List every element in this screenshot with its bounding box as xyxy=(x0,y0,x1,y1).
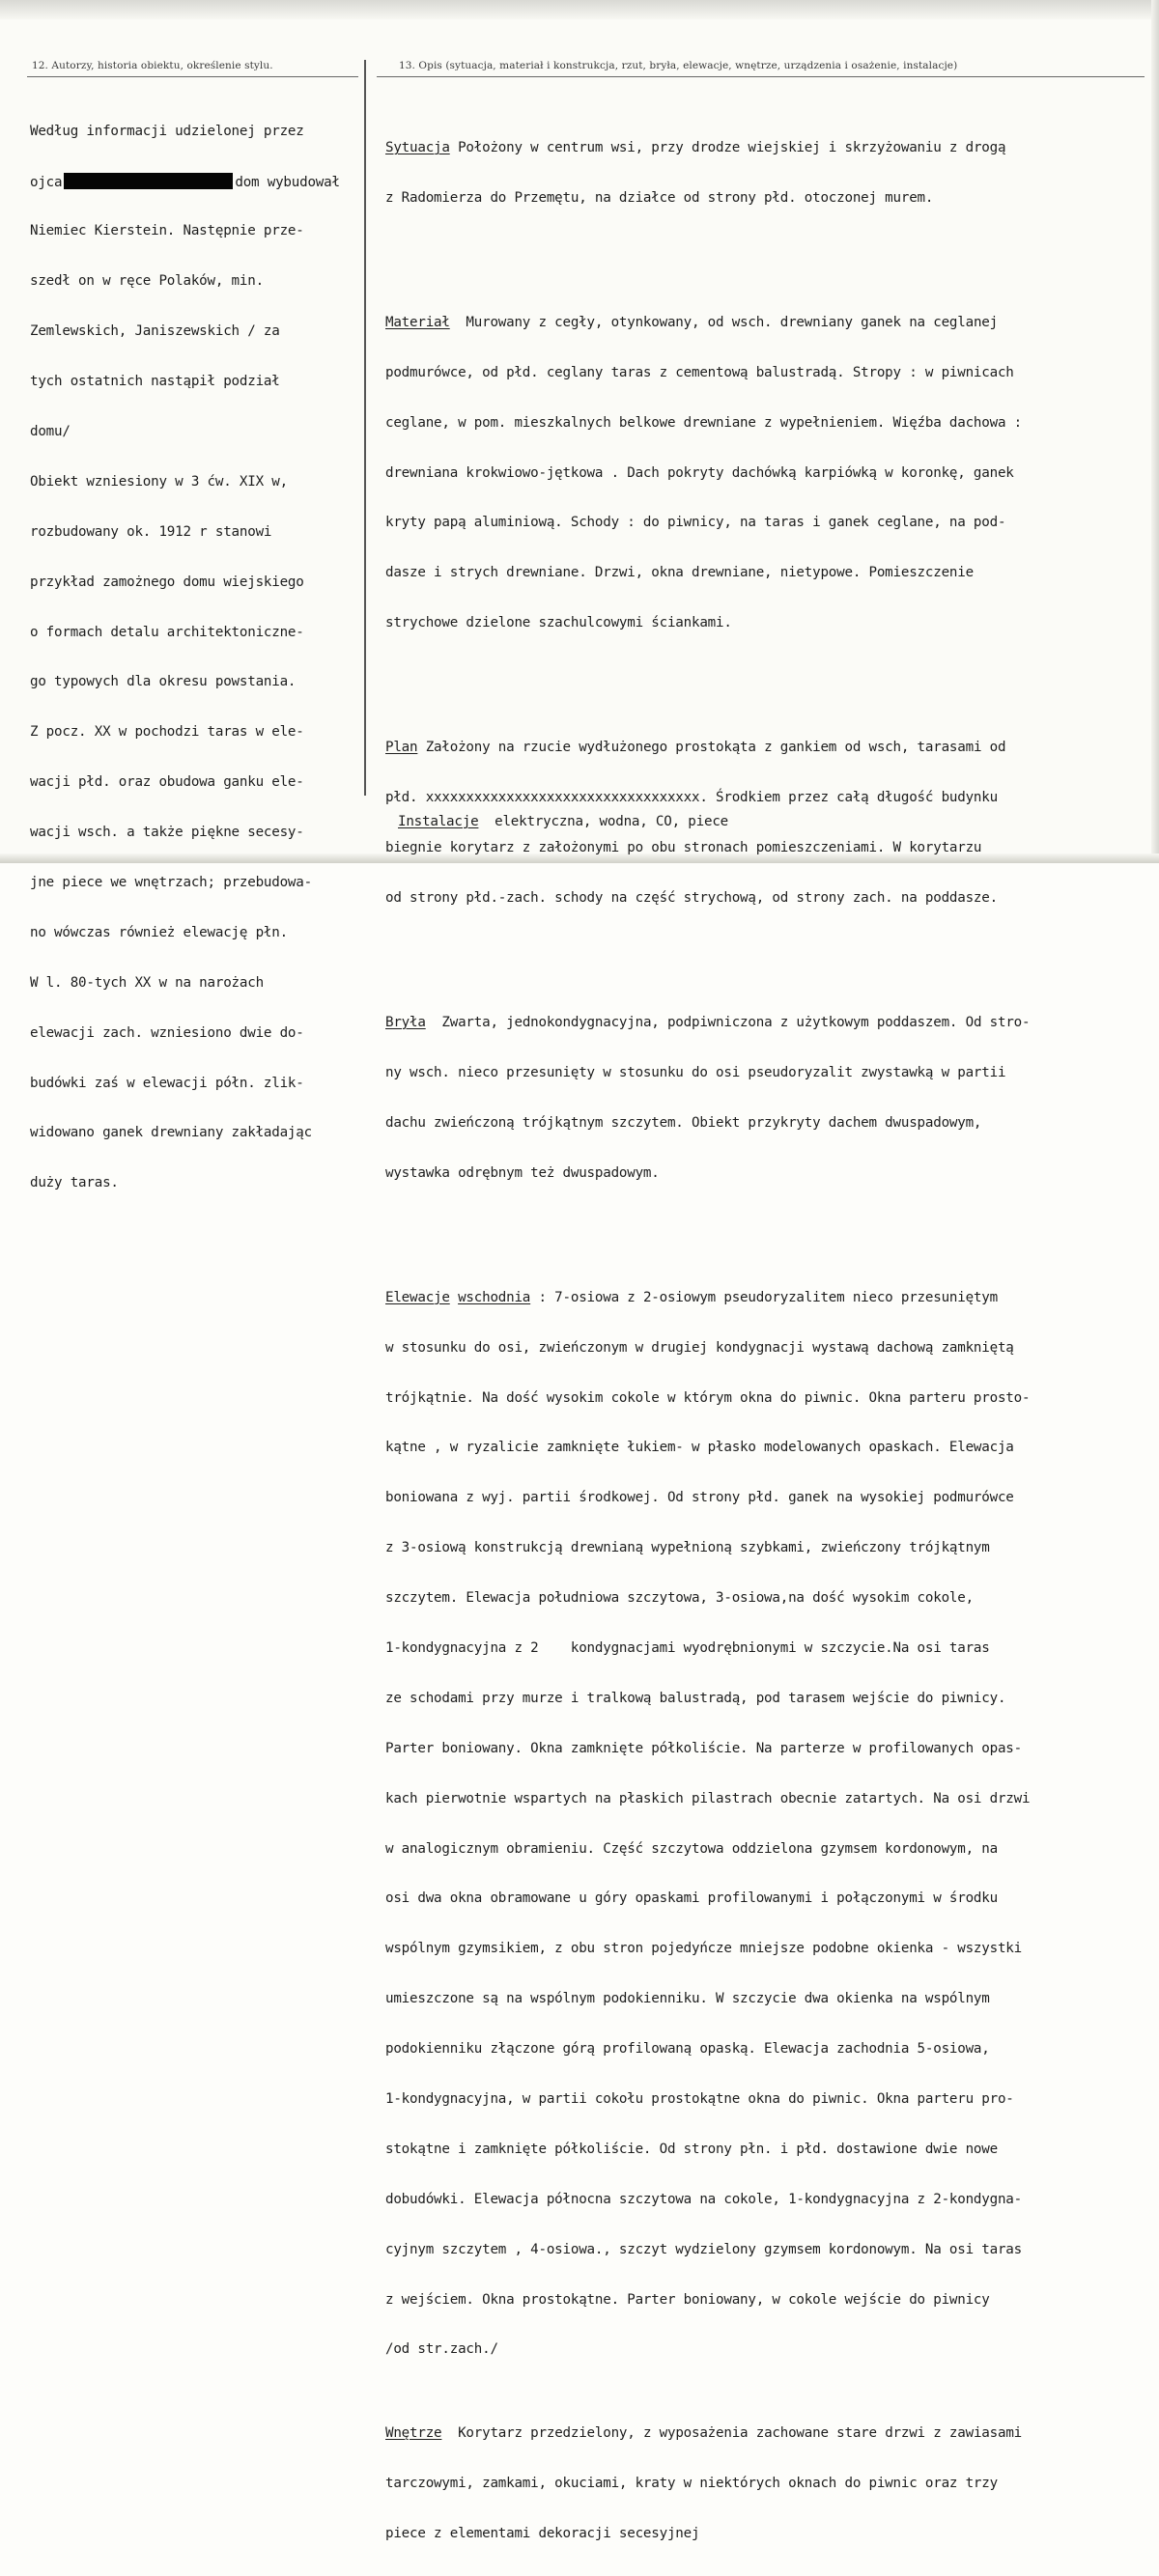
material-line: ceglane, w pom. mieszkalnych belkowe drewniane z wypełnieniem. Więźba dachowa : xyxy=(385,414,1022,431)
history-line: ojca dom wybudował xyxy=(30,175,340,191)
elewacje-line: Parter boniowany. Okna zamknięte półkoliście. Na parterze w profilowanych opas- xyxy=(385,1740,1022,1756)
elewacje-line: kątne , w ryzalicie zamknięte łukiem- w płasko modelowanych opaskach. Elewacja xyxy=(385,1440,1014,1456)
history-line: Według informacji udzielonej przez xyxy=(30,123,304,139)
material-line: Materiał Murowany z cegły, otynkowany, od wsch. drewniany ganek na ceglanej xyxy=(385,314,998,330)
history-line: domu/ xyxy=(30,423,71,439)
elewacje-line: ze schodami przy murze i tralkową balustradą, pod tarasem wejście do piwnicy. xyxy=(385,1690,1006,1706)
history-line: szedł on w ręce Polaków, min. xyxy=(30,273,264,290)
plan-line: płd. xxxxxxxxxxxxxxxxxxxxxxxxxxxxxxxxxx. Środkiem przez całą długość budynku xyxy=(385,790,998,806)
elewacje-line: 1-kondygnacyjna z 2 kondygnacjami wyodrębnionymi w szczycie.Na osi taras xyxy=(385,1640,990,1657)
wnetrze-line: Wnętrze Korytarz przedzielony, z wyposażenia zachowane stare drzwi z zawiasami xyxy=(385,2424,1023,2441)
bryla-line: Bryła Zwarta, jednokondygnacyjna, podpiwniczona z użytkowym poddaszem. Od stro- xyxy=(385,1015,1031,1031)
elewacje-line: 1-kondygnacyjna, w partii cokołu prostokątne okna do piwnic. Okna parteru pro- xyxy=(385,2091,1014,2108)
header-rule-left xyxy=(27,76,358,77)
plan-line: biegnie korytarz z założonymi po obu stronach pomieszczeniami. W korytarzu xyxy=(385,840,982,856)
material-line: strychowe dzielone szachulcowymi ściankami. xyxy=(385,615,732,631)
wnetrze-line: tarczowymi, zamkami, okuciami, kraty w niektórych oknach do piwnic oraz trzy xyxy=(385,2475,998,2491)
scan-top-edge xyxy=(0,0,1159,19)
plan-label: Plan xyxy=(385,740,418,756)
history-line: przykład zamożnego domu wiejskiego xyxy=(30,574,304,590)
elewacje-line: osi dwa okna obramowane u góry opaskami profilowanymi i połączonymi w środku xyxy=(385,1890,998,1907)
elewacje-line: z 3-osiową konstrukcją drewnianą wypełnioną szybkami, zwieńczony trójkątnym xyxy=(385,1540,990,1556)
elewacje-line: trójkątnie. Na dość wysokim cokole w którym okna do piwnic. Okna parteru prosto- xyxy=(385,1389,1031,1406)
section-13-header: 13. Opis (sytuacja, materiał i konstrukcja, rzut, bryła, elewacje, wnętrze, urządzenia i osażenie, instalacje) xyxy=(399,60,958,71)
redaction-bar xyxy=(64,173,233,189)
elewacje-line: w analogicznym obramieniu. Część szczytowa oddzielona gzymsem kordonowym, na xyxy=(385,1840,998,1857)
material-line: drewniana krokwiowo-jętkowa . Dach pokryty dachówką karpiówką w koronkę, ganek xyxy=(385,464,1014,481)
header-rule-right xyxy=(377,76,1145,77)
elewacje-line: Elewacje wschodnia : 7-osiowa z 2-osiowym pseudoryzalitem nieco przesuniętym xyxy=(385,1289,998,1305)
scan-right-edge xyxy=(1151,0,1159,863)
history-line: Obiekt wzniesiony w 3 ćw. XIX w, xyxy=(30,473,288,490)
history-line: o formach detalu architektoniczne- xyxy=(30,624,304,640)
wnetrze-label: Wnętrze xyxy=(385,2424,442,2441)
material-label: Materiał xyxy=(385,314,450,330)
history-line: Niemiec Kierstein. Następnie prze- xyxy=(30,223,304,239)
elewacje-label: Elewacje xyxy=(385,1289,450,1305)
wnetrze-line: piece z elementami dekoracji secesyjnej xyxy=(385,2525,700,2541)
elewacje-line: wspólnym gzymsikiem, z obu stron pojedyńcze mniejsze podobne okienka - wszystki xyxy=(385,1941,1022,1957)
instalacje-label: Instalacje xyxy=(398,814,479,829)
bryla-line: ny wsch. nieco przesunięty w stosunku do osi pseudoryzalit zwystawką w partii xyxy=(385,1064,1006,1080)
history-line: tych ostatnich nastąpił podział xyxy=(30,374,280,390)
elewacje-line: cyjnym szczytem , 4-osiowa., szczyt wydzielony gzymsem kordonowym. Na osi taras xyxy=(385,2241,1022,2257)
history-line: widowano ganek drewniany zakładając xyxy=(30,1125,312,1141)
elewacje-line: podokienniku złączone górą profilowaną opaską. Elewacja zachodnia 5-osiowa, xyxy=(385,2041,990,2058)
elewacje-line: w stosunku do osi, zwieńczonym w drugiej kondygnacji wystawą dachową zamkniętą xyxy=(385,1339,1014,1356)
plan-line: od strony płd.-zach. schody na część strychową, od strony zach. na poddasze. xyxy=(385,889,998,906)
elewacje-line: umieszczone są na wspólnym podokienniku. W szczycie dwa okienka na wspólnym xyxy=(385,1991,990,2007)
wschodnia-label: wschodnia xyxy=(458,1289,531,1305)
plan-line: Plan Założony na rzucie wydłużonego prostokąta z gankiem od wsch, tarasami od xyxy=(385,740,1006,756)
sytuacja-line: Sytuacja Położony w centrum wsi, przy drodze wiejskiej i skrzyżowaniu z drogą xyxy=(385,139,1006,155)
bryla-line: dachu zwieńczoną trójkątnym szczytem. Obiekt przykryty dachem dwuspadowym, xyxy=(385,1114,982,1131)
history-line: duży taras. xyxy=(30,1175,119,1191)
history-line: jne piece we wnętrzach; przebudowa- xyxy=(30,874,312,890)
material-line: podmurówce, od płd. ceglany taras z cementową balustradą. Stropy : w piwnicach xyxy=(385,364,1014,380)
elewacje-line: /od str.zach./ xyxy=(385,2341,498,2358)
history-line: wacji płd. oraz obudowa ganku ele- xyxy=(30,774,304,791)
history-line: W l. 80-tych XX w na narożach xyxy=(30,974,264,991)
column-divider xyxy=(364,60,366,796)
description-column xyxy=(385,90,1030,2576)
material-line: kryty papą aluminiową. Schody : do piwnicy, na taras i ganek ceglane, na pod- xyxy=(385,515,1006,531)
history-line: rozbudowany ok. 1912 r stanowi xyxy=(30,523,272,540)
material-line: dasze i strych drewniane. Drzwi, okna drewniane, nietypowe. Pomieszczenie xyxy=(385,565,974,581)
elewacje-line: boniowana z wyj. partii środkowej. Od strony płd. ganek na wysokiej podmurówce xyxy=(385,1490,1014,1506)
bryla-label: Bryła xyxy=(385,1015,426,1031)
elewacje-line: szczytem. Elewacja południowa szczytowa, 3-osiowa,na dość wysokim cokole, xyxy=(385,1590,974,1607)
elewacje-line: z wejściem. Okna prostokątne. Parter boniowany, w cokole wejście do piwnicy xyxy=(385,2291,990,2308)
history-line: go typowych dla okresu powstania. xyxy=(30,674,297,690)
history-line: elewacji zach. wzniesiono dwie do- xyxy=(30,1024,304,1041)
section-12-header: 12. Autorzy, historia obiektu, określenie stylu. xyxy=(32,60,273,71)
bryla-line: wystawka odrębnym też dwuspadowym. xyxy=(385,1164,660,1181)
sytuacja-line: z Radomierza do Przemętu, na działce od strony płd. otoczonej murem. xyxy=(385,189,934,206)
sytuacja-label: Sytuacja xyxy=(385,139,450,155)
history-line: Z pocz. XX w pochodzi taras w ele- xyxy=(30,724,304,741)
instalacje-line: Instalacje elektryczna, wodna, CO, piece xyxy=(398,814,729,829)
elewacje-line: dobudówki. Elewacja północna szczytowa na cokole, 1-kondygnacyjna z 2-kondygna- xyxy=(385,2191,1022,2207)
history-line: wacji wsch. a także piękne secesy- xyxy=(30,825,304,841)
history-line: Zemlewskich, Janiszewskich / za xyxy=(30,323,280,340)
elewacje-line: stokątne i zamknięte półkoliście. Od strony płn. i płd. dostawione dwie nowe xyxy=(385,2141,998,2157)
history-column xyxy=(30,90,340,1225)
history-line: budówki zaś w elewacji półn. zlik- xyxy=(30,1075,304,1091)
elewacje-line: kach pierwotnie wspartych na płaskich pilastrach obecnie zatartych. Na osi drzwi xyxy=(385,1790,1031,1806)
history-line: no wówczas również elewację płn. xyxy=(30,924,288,940)
